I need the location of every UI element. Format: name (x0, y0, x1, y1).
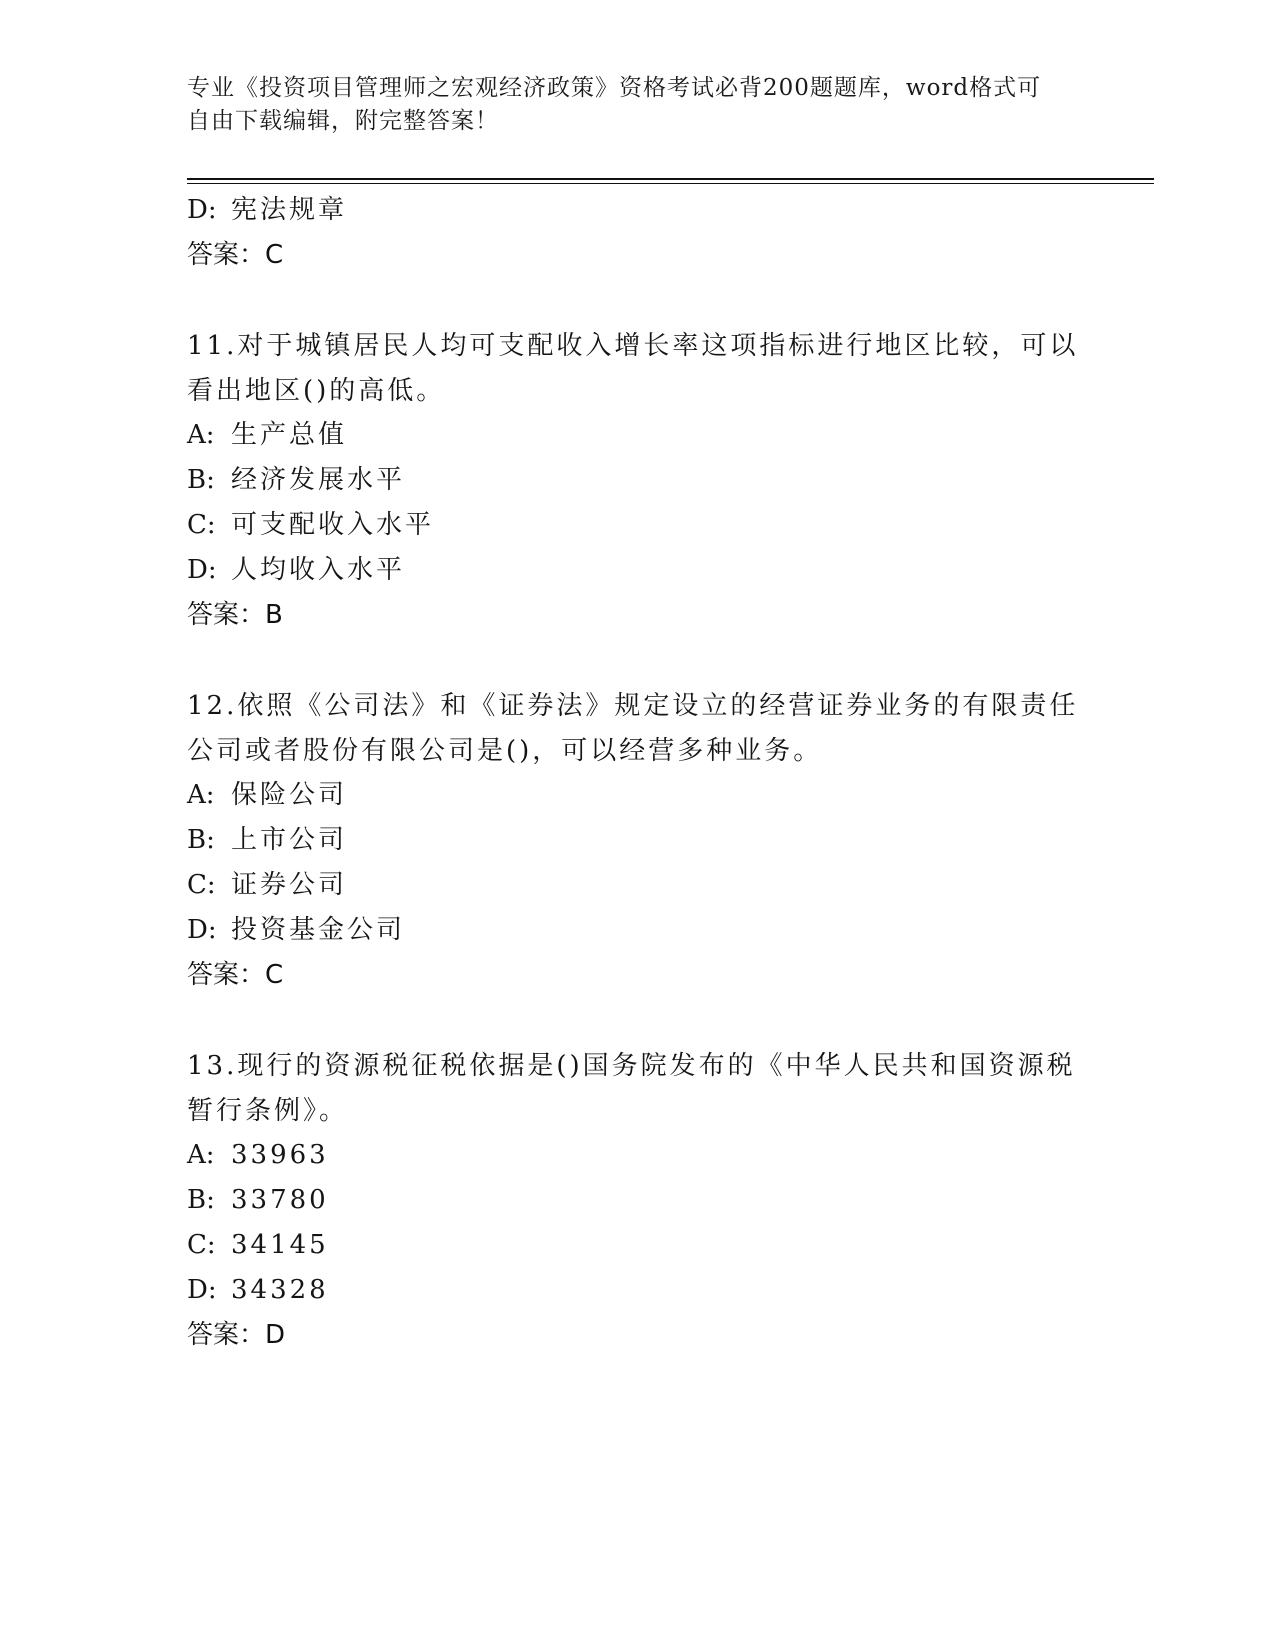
question-11-answer: 答案：B (187, 600, 283, 630)
question-12-option-a: A: 保险公司 (187, 780, 348, 810)
question-13-option-d: D: 34328 (187, 1275, 329, 1305)
header-line-1: 专业《投资项目管理师之宏观经济政策》资格考试必背200题题库，word格式可 (187, 75, 1042, 101)
question-11-stem: 11.对于城镇居民人均可支配收入增长率这项指标进行地区比较，可以 看出地区()的高低。 (187, 331, 1079, 406)
header-divider-thin (187, 183, 1154, 184)
question-12-option-b: B: 上市公司 (187, 825, 348, 855)
question-11-option-a: A: 生产总值 (187, 420, 348, 450)
question-12-option-c: C: 证券公司 (187, 870, 348, 900)
question-11-option-b: B: 经济发展水平 (187, 465, 406, 495)
question-13-answer: 答案：D (187, 1320, 286, 1350)
header-line-2: 自由下载编辑，附完整答案！ (187, 108, 499, 134)
question-12-stem: 12.依照《公司法》和《证券法》规定设立的经营证券业务的有限责任 公司或者股份有限公司是()，可以经营多种业务。 (187, 691, 1079, 766)
question-13-option-c: C: 34145 (187, 1230, 329, 1260)
prev-answer: 答案：C (187, 240, 284, 270)
question-12-answer: 答案：C (187, 960, 284, 990)
question-13-option-b: B: 33780 (187, 1185, 329, 1215)
header-divider-thick (187, 178, 1154, 180)
question-11-option-c: C: 可支配收入水平 (187, 510, 435, 540)
question-11-option-d: D: 人均收入水平 (187, 555, 406, 585)
document-header (187, 72, 1067, 138)
prev-option-d: D: 宪法规章 (187, 195, 348, 225)
question-13-stem: 13.现行的资源税征税依据是()国务院发布的《中华人民共和国资源税 暂行条例》。 (187, 1051, 1076, 1126)
question-13-option-a: A: 33963 (187, 1140, 329, 1170)
question-12-option-d: D: 投资基金公司 (187, 915, 406, 945)
